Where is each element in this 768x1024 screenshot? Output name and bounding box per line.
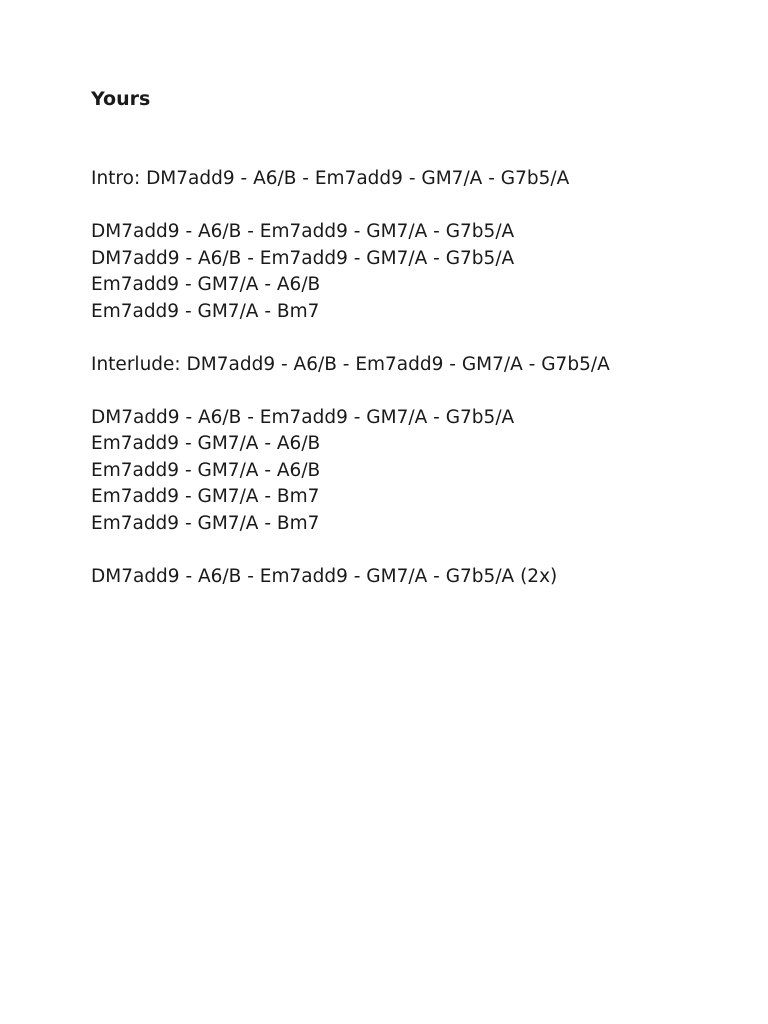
- chord-line-interlude: Interlude: DM7add9 - A6/B - Em7add9 - GM7/A - G7b5/A: [91, 353, 610, 375]
- chord-line: DM7add9 - A6/B - Em7add9 - GM7/A - G7b5/A: [91, 406, 515, 428]
- chord-line-repeat: DM7add9 - A6/B - Em7add9 - GM7/A - G7b5/A (2x): [91, 565, 558, 587]
- chord-line-intro: Intro: DM7add9 - A6/B - Em7add9 - GM7/A - G7b5/A: [91, 168, 570, 189]
- chord-sheet: [91, 166, 751, 590]
- chord-line: Em7add9 - GM7/A - A6/B: [91, 433, 321, 454]
- blank-line: [91, 537, 751, 564]
- chord-line: Em7add9 - GM7/A - Bm7: [91, 300, 320, 322]
- blank-line: [91, 378, 751, 405]
- song-title: Yours: [91, 88, 151, 110]
- chord-line: Em7add9 - GM7/A - Bm7: [91, 486, 320, 507]
- chord-line: Em7add9 - GM7/A - Bm7: [91, 512, 320, 534]
- chord-line: DM7add9 - A6/B - Em7add9 - GM7/A - G7b5/A: [91, 221, 515, 242]
- chord-line: DM7add9 - A6/B - Em7add9 - GM7/A - G7b5/A: [91, 247, 515, 269]
- blank-line: [91, 325, 751, 352]
- chord-line: Em7add9 - GM7/A - A6/B: [91, 274, 321, 295]
- blank-line: [91, 193, 751, 220]
- chord-line: Em7add9 - GM7/A - A6/B: [91, 459, 321, 481]
